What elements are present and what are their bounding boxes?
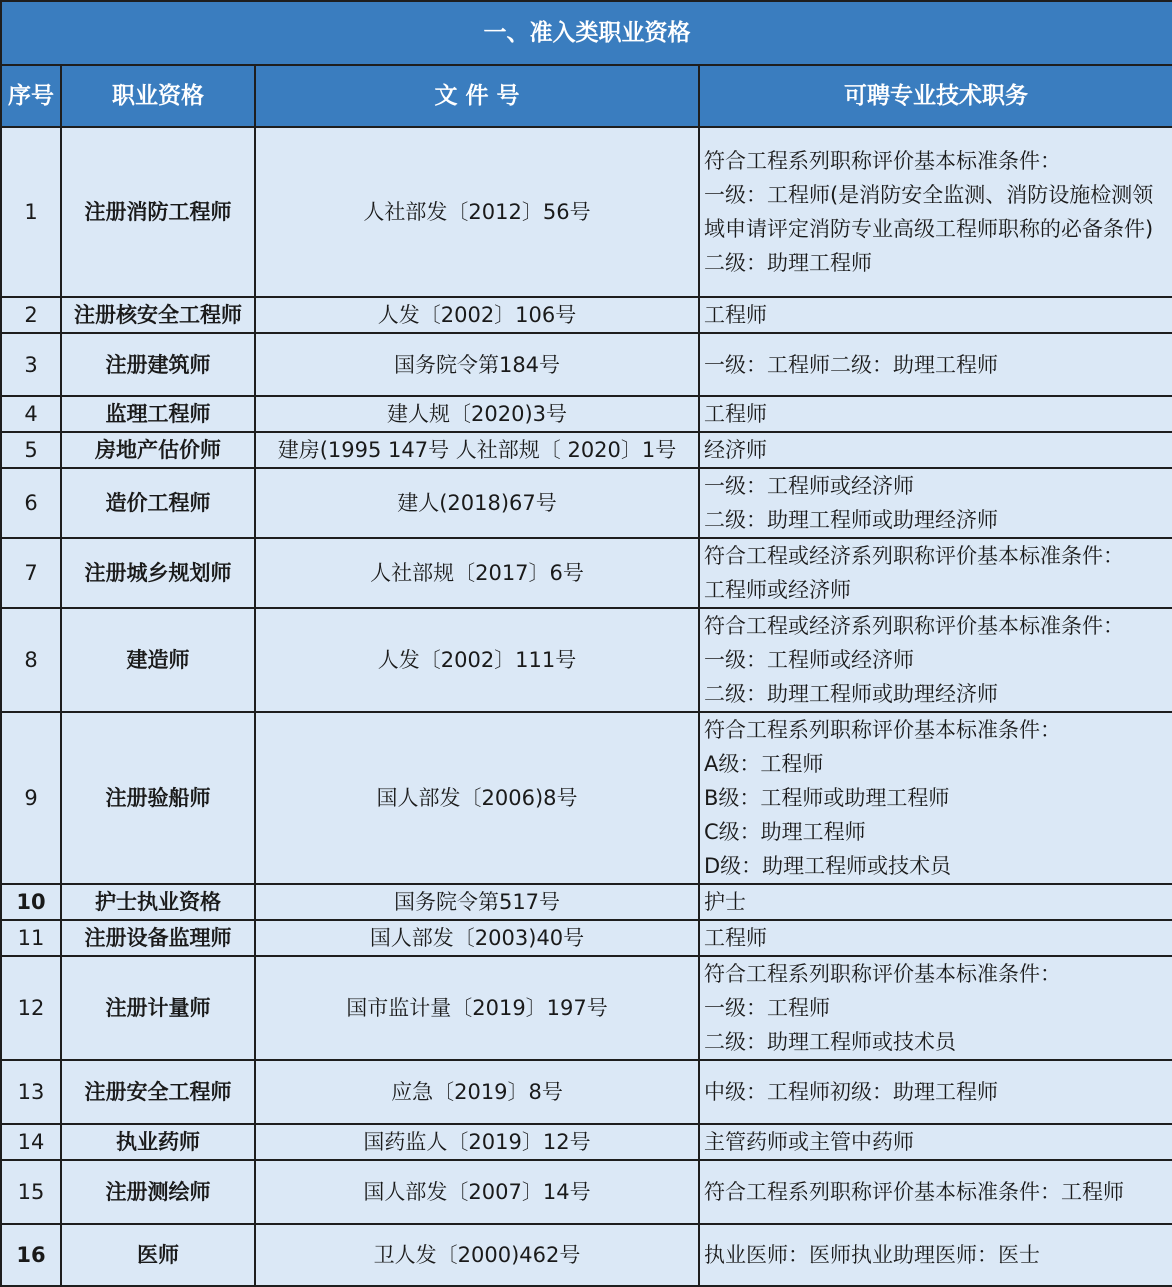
qualification-name: 注册安全工程师 [61, 1060, 255, 1124]
position-line: 护士 [704, 890, 746, 914]
qualification-name: 注册验船师 [61, 712, 255, 884]
table-row [1, 468, 1172, 538]
row-number: 16 [1, 1224, 61, 1286]
document-number: 应急〔2019〕8号 [255, 1060, 699, 1124]
position-line: 中级：工程师初级：助理工程师 [704, 1080, 998, 1104]
qualification-name: 注册设备监理师 [61, 920, 255, 956]
position-line: 符合工程系列职称评价基本标准条件： [704, 149, 1061, 173]
position-line: 经济师 [704, 438, 767, 462]
document-number: 人社部发〔2012〕56号 [255, 127, 699, 297]
position-line: 工程师 [704, 402, 767, 426]
qualification-name: 注册建筑师 [61, 333, 255, 396]
table-row [1, 608, 1172, 712]
header-positions: 可聘专业技术职务 [699, 65, 1172, 127]
position-line: 二级：助理工程师或助理经济师 [704, 508, 998, 532]
positions-cell [699, 920, 1172, 956]
row-number: 13 [1, 1060, 61, 1124]
row-number: 1 [1, 127, 61, 297]
positions-cell [699, 333, 1172, 396]
row-number: 4 [1, 396, 61, 432]
position-line: C级：助理工程师 [704, 820, 866, 844]
position-line: 符合工程或经济系列职称评价基本标准条件： [704, 544, 1124, 568]
table-row [1, 396, 1172, 432]
table-row [1, 127, 1172, 297]
header-no: 序号 [1, 65, 61, 127]
position-line: 一级：工程师或经济师 [704, 474, 914, 498]
position-line: 执业医师：医师执业助理医师：医士 [704, 1243, 1040, 1267]
header-row [1, 65, 1172, 127]
document-number: 人发〔2002〕106号 [255, 297, 699, 333]
positions-cell [699, 127, 1172, 297]
document-number: 建房(1995 147号 人社部规〔 2020〕1号 [255, 432, 699, 468]
positions-cell [699, 1060, 1172, 1124]
row-number: 12 [1, 956, 61, 1060]
row-number: 5 [1, 432, 61, 468]
position-line: 二级：助理工程师 [704, 251, 872, 275]
positions-cell [699, 396, 1172, 432]
table-row [1, 1124, 1172, 1160]
row-number: 6 [1, 468, 61, 538]
position-line: B级：工程师或助理工程师 [704, 786, 950, 810]
position-line: 工程师 [704, 926, 767, 950]
document-number: 国人部发〔2003)40号 [255, 920, 699, 956]
positions-cell [699, 608, 1172, 712]
header-qualification: 职业资格 [61, 65, 255, 127]
table-row [1, 712, 1172, 884]
position-line: 二级：助理工程师或助理经济师 [704, 682, 998, 706]
document-number: 建人(2018)67号 [255, 468, 699, 538]
position-line: 一级：工程师(是消防安全监测、消防设施检测领域申请评定消防专业高级工程师职称的必备条件) [704, 183, 1154, 241]
position-line: 符合工程系列职称评价基本标准条件： [704, 718, 1061, 742]
row-number: 7 [1, 538, 61, 608]
positions-cell [699, 297, 1172, 333]
position-line: 一级：工程师或经济师 [704, 648, 914, 672]
position-line: 工程师 [704, 303, 767, 327]
document-number: 国务院令第517号 [255, 884, 699, 920]
table-body [1, 127, 1172, 1286]
positions-cell [699, 956, 1172, 1060]
row-number: 2 [1, 297, 61, 333]
document-number: 国市监计量〔2019〕197号 [255, 956, 699, 1060]
row-number: 11 [1, 920, 61, 956]
table-row [1, 432, 1172, 468]
document-number: 国人部发〔2006)8号 [255, 712, 699, 884]
positions-cell [699, 884, 1172, 920]
positions-cell [699, 432, 1172, 468]
table-row [1, 538, 1172, 608]
document-number: 国务院令第184号 [255, 333, 699, 396]
table-row [1, 956, 1172, 1060]
position-line: 二级：助理工程师或技术员 [704, 1030, 956, 1054]
position-line: 符合工程系列职称评价基本标准条件： [704, 962, 1061, 986]
position-line: 一级：工程师 [704, 996, 830, 1020]
positions-cell [699, 1224, 1172, 1286]
position-line: 符合工程系列职称评价基本标准条件：工程师 [704, 1180, 1124, 1204]
document-number: 建人规〔2020)3号 [255, 396, 699, 432]
header-document: 文 件 号 [255, 65, 699, 127]
row-number: 10 [1, 884, 61, 920]
document-number: 卫人发〔2000)462号 [255, 1224, 699, 1286]
qualification-name: 注册城乡规划师 [61, 538, 255, 608]
qualification-name: 注册测绘师 [61, 1160, 255, 1224]
position-line: 一级：工程师二级：助理工程师 [704, 352, 998, 377]
table-row [1, 1224, 1172, 1286]
document-number: 国人部发〔2007〕14号 [255, 1160, 699, 1224]
positions-cell [699, 712, 1172, 884]
row-number: 9 [1, 712, 61, 884]
table-row [1, 333, 1172, 396]
position-line: D级：助理工程师或技术员 [704, 854, 952, 878]
document-number: 国药监人〔2019〕12号 [255, 1124, 699, 1160]
positions-cell [699, 468, 1172, 538]
qualification-name: 医师 [61, 1224, 255, 1286]
positions-cell [699, 538, 1172, 608]
positions-cell [699, 1124, 1172, 1160]
position-line: 符合工程或经济系列职称评价基本标准条件： [704, 614, 1124, 638]
position-line: 工程师或经济师 [704, 578, 851, 602]
table-row [1, 297, 1172, 333]
qualification-name: 注册计量师 [61, 956, 255, 1060]
row-number: 14 [1, 1124, 61, 1160]
position-line: A级：工程师 [704, 752, 824, 776]
table-row [1, 884, 1172, 920]
row-number: 15 [1, 1160, 61, 1224]
qualification-name: 房地产估价师 [61, 432, 255, 468]
document-number: 人社部规〔2017〕6号 [255, 538, 699, 608]
qualification-name: 护士执业资格 [61, 884, 255, 920]
qualification-name: 建造师 [61, 608, 255, 712]
document-number: 人发〔2002〕111号 [255, 608, 699, 712]
row-number: 8 [1, 608, 61, 712]
table-row [1, 1060, 1172, 1124]
position-line: 主管药师或主管中药师 [704, 1130, 914, 1154]
table-title: 一、准入类职业资格 [1, 1, 1172, 65]
row-number: 3 [1, 333, 61, 396]
qualification-name: 注册核安全工程师 [61, 297, 255, 333]
qualification-name: 监理工程师 [61, 396, 255, 432]
qualification-name: 执业药师 [61, 1124, 255, 1160]
table-row [1, 920, 1172, 956]
qualification-name: 注册消防工程师 [61, 127, 255, 297]
table-row [1, 1160, 1172, 1224]
title-row [1, 1, 1172, 65]
qualification-name: 造价工程师 [61, 468, 255, 538]
positions-cell [699, 1160, 1172, 1224]
